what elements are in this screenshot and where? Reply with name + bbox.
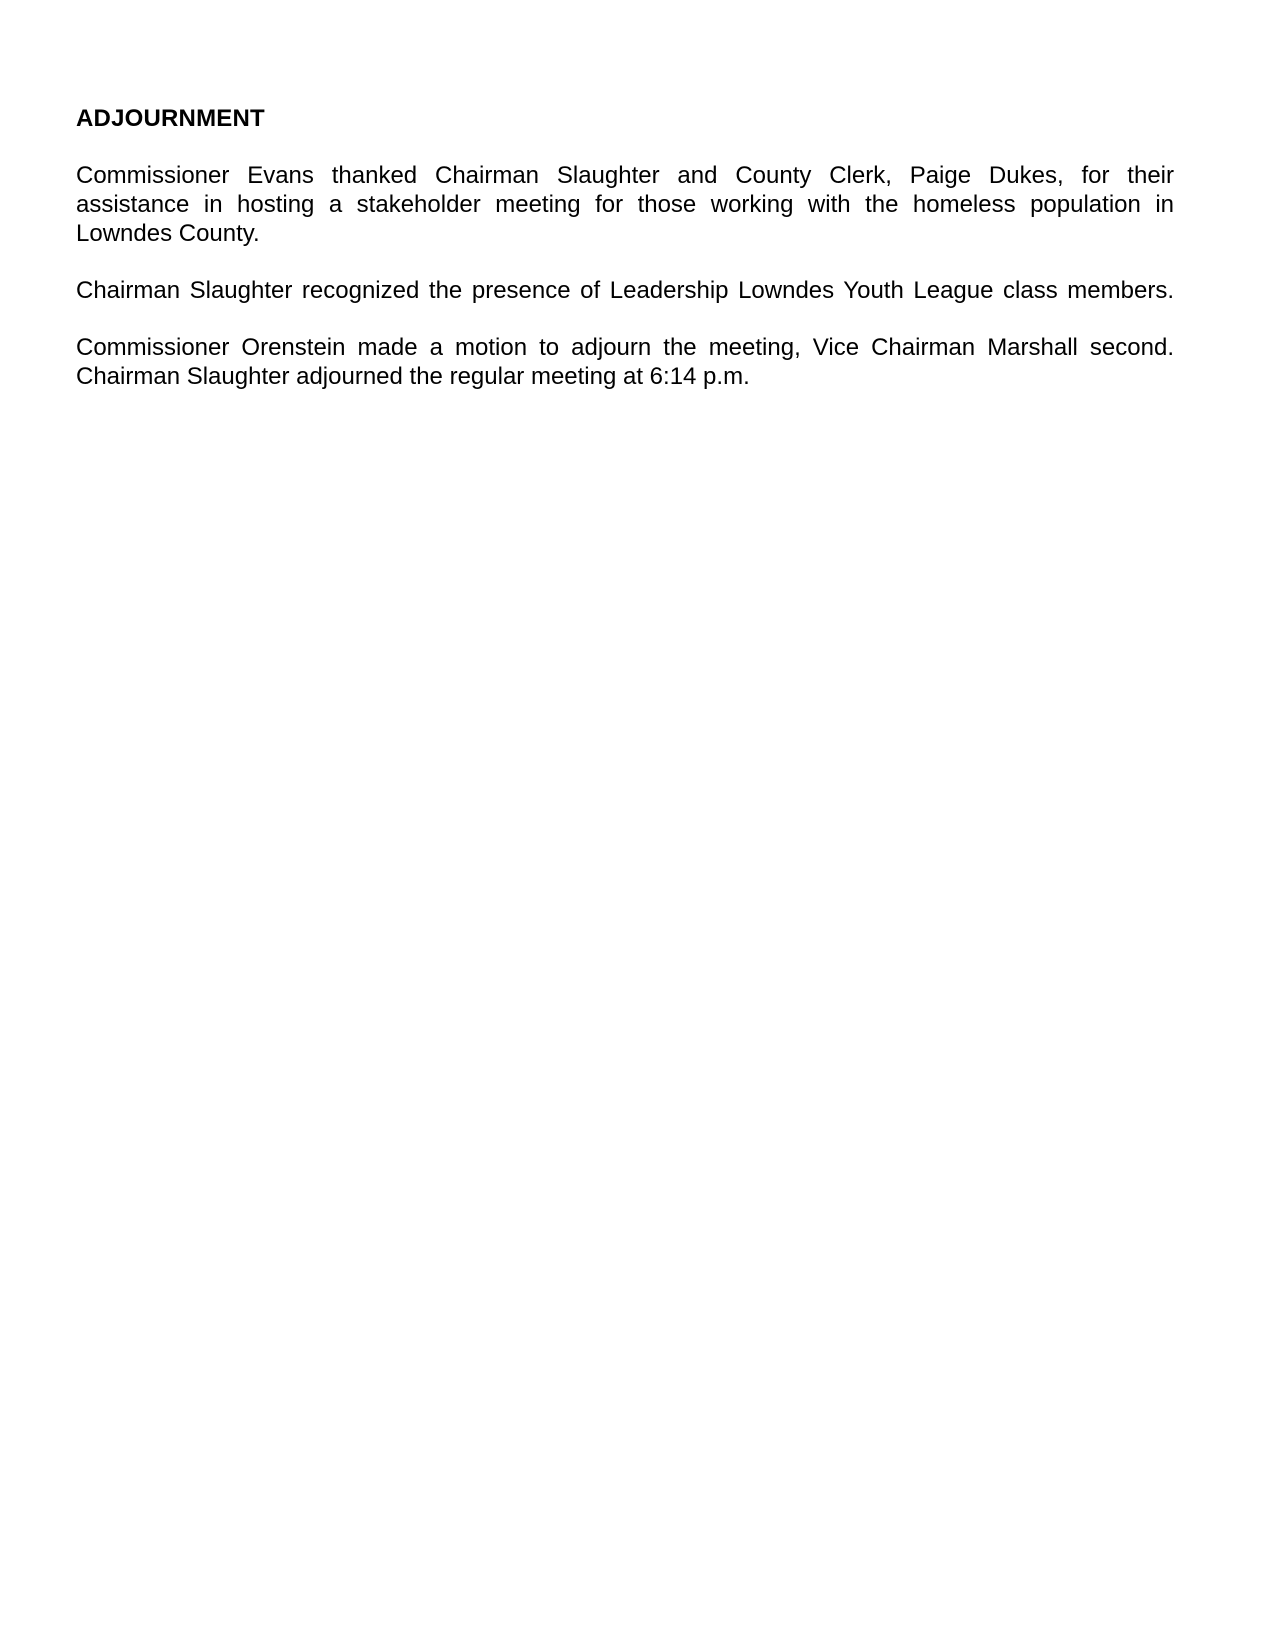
- section-heading: ADJOURNMENT: [76, 105, 265, 132]
- paragraph-line: Commissioner Orenstein made a motion to adjourn the meeting, Vice Chairman Marshall second.: [76, 334, 1174, 361]
- paragraph-line: assistance in hosting a stakeholder meeting for those working with the homeless population in: [76, 191, 1174, 218]
- paragraph-motion-adjourn: [76, 333, 1174, 391]
- paragraph-line: Commissioner Evans thanked Chairman Slaughter and County Clerk, Paige Dukes, for their: [76, 162, 1174, 189]
- paragraph-line: Lowndes County.: [76, 220, 260, 247]
- document-page: [76, 104, 1174, 419]
- paragraph-youth-league: [76, 276, 1174, 305]
- paragraph-line: Chairman Slaughter recognized the presence of Leadership Lowndes Youth League class members.: [76, 277, 1174, 304]
- paragraph-evans-thanks: [76, 161, 1174, 248]
- paragraph-line: Chairman Slaughter adjourned the regular meeting at 6:14 p.m.: [76, 363, 750, 390]
